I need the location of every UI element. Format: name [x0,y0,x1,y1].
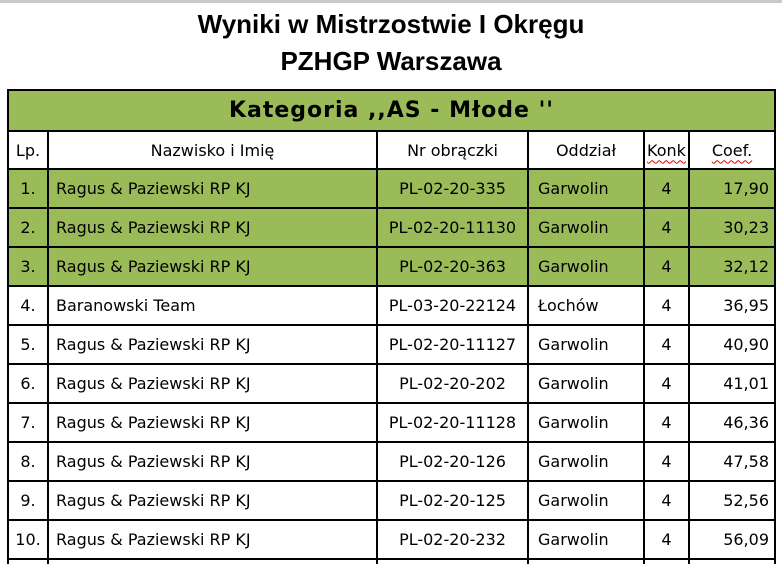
cell-lp: 7. [9,404,49,441]
cell-lp: 4. [9,287,49,324]
cell-branch: Garwolin [529,521,645,558]
cell-lp: 9. [9,482,49,519]
cell-lp: 1. [9,170,49,207]
cell-ring: PL-03-20-22124 [378,287,529,324]
cell-branch: Garwolin [529,404,645,441]
cell-konk: 4 [645,404,690,441]
cell-lp: 5. [9,326,49,363]
cell-konk: 4 [645,326,690,363]
cell-coef: 47,58 [723,452,769,471]
cell-ring: PL-02-20-126 [378,443,529,480]
table-row [9,482,774,521]
cell-konk: 4 [645,287,690,324]
page-title: Wyniki w Mistrzostwie I Okręgu [197,9,585,39]
header-cell-konk [645,132,690,168]
cell-coef: 30,23 [723,218,769,237]
cell-coef: 36,95 [723,296,769,315]
cell-name: Ragus & Paziewski RP KJ [49,365,378,402]
cell-coef: 40,90 [723,335,769,354]
cell-ring: PL-02-20-125 [378,482,529,519]
cell-name: Ragus & Paziewski RP KJ [49,170,378,207]
header-cell-branch: Oddział [529,132,645,168]
table-header-row [9,132,774,170]
table-row [9,365,774,404]
cell-konk: 4 [645,170,690,207]
cell-name: Ragus & Paziewski RP KJ [49,443,378,480]
table-row [9,287,774,326]
cell-name: Baranowski Team [49,287,378,324]
table-row [9,248,774,287]
cell-lp: 8. [9,443,49,480]
cell-name: Ragus & Paziewski RP KJ [49,326,378,363]
cell-ring: PL-02-20-202 [378,365,529,402]
cell-name: Ragus & Paziewski RP KJ [49,404,378,441]
table-row [9,521,774,560]
header-cell-lp: Lp. [9,132,49,168]
page-subtitle: PZHGP Warszawa [280,46,502,76]
cell-coef: 46,36 [723,413,769,432]
cell-lp: 3. [9,248,49,285]
cell-branch: Garwolin [529,326,645,363]
cell-coef: 41,01 [723,374,769,393]
spellcheck-underline: Konk [647,140,686,160]
cell-branch: Garwolin [529,170,645,207]
table-row [9,170,774,209]
cell-ring: PL-02-20-11127 [378,326,529,363]
header-cell-ring: Nr obrączki [378,132,529,168]
cell-name: Ragus & Paziewski RP KJ [49,248,378,285]
cell-ring: PL-02-20-232 [378,521,529,558]
cell-konk: 4 [645,482,690,519]
header-cell-name: Nazwisko i Imię [49,132,378,168]
cell-name: Ragus & Paziewski RP KJ [49,209,378,246]
cell-konk: 4 [645,443,690,480]
cell-ring: PL-02-20-335 [378,170,529,207]
cell-branch: Garwolin [529,365,645,402]
table-row [9,443,774,482]
cell-lp: 6. [9,365,49,402]
table-row [9,209,774,248]
cell-name: Ragus & Paziewski RP KJ [49,482,378,519]
cell-ring: PL-02-20-363 [378,248,529,285]
document-header [0,6,782,80]
spellcheck-underline: Coef. [711,140,753,160]
cell-name: Ragus & Paziewski RP KJ [49,521,378,558]
cell-branch: Garwolin [529,482,645,519]
cell-konk: 4 [645,521,690,558]
cell-coef: 32,12 [723,257,769,276]
cell-coef: 17,90 [723,179,769,198]
cell-coef: 56,09 [723,530,769,549]
cell-konk: 4 [645,365,690,402]
header-cell-coef [690,132,774,168]
cell-branch: Garwolin [529,443,645,480]
category-banner: Kategoria ,,AS - Młode '' [9,91,774,132]
table-row [9,326,774,365]
cell-branch: Garwolin [529,248,645,285]
cell-lp: 2. [9,209,49,246]
cell-ring: PL-02-20-11128 [378,404,529,441]
cell-coef: 52,56 [723,491,769,510]
cell-konk: 4 [645,209,690,246]
results-table [7,89,776,564]
table-row [9,404,774,443]
cell-lp: 10. [9,521,49,558]
cell-ring: PL-02-20-11130 [378,209,529,246]
cell-branch: Łochów [529,287,645,324]
cell-branch: Garwolin [529,209,645,246]
cell-konk: 4 [645,248,690,285]
